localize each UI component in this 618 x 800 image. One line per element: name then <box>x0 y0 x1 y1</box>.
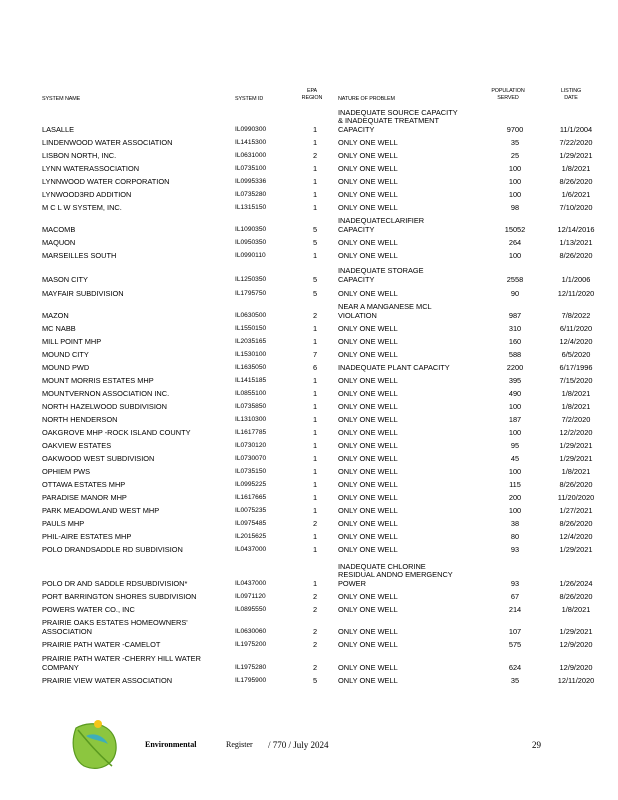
table-row <box>0 677 618 686</box>
epa-region-cell: 5 <box>312 224 318 234</box>
epa-region-cell: 5 <box>312 288 318 298</box>
population-served-cell: 100 <box>508 466 522 476</box>
system-name-cell: PRAIRIE PATH WATER -CHERRY HILL WATER COMPANY <box>42 654 201 672</box>
table-row <box>0 546 618 555</box>
listing-date-cell: 1/6/2021 <box>561 189 591 199</box>
table-row <box>0 191 618 200</box>
table-row <box>0 266 618 285</box>
epa-region-cell: 1 <box>312 336 318 346</box>
nature-of-problem-cell: ONLY ONE WELL <box>338 176 398 186</box>
nature-of-problem-cell: ONLY ONE WELL <box>338 544 398 554</box>
epa-region-cell: 2 <box>312 591 318 601</box>
table-row <box>0 593 618 602</box>
listing-date-cell: 1/29/2021 <box>559 453 593 463</box>
epa-region-cell: 1 <box>312 453 318 463</box>
nature-of-problem-cell: ONLY ONE WELL <box>338 401 398 411</box>
table-row <box>0 364 618 373</box>
table-row <box>0 442 618 451</box>
table-row <box>0 654 618 673</box>
table-row <box>0 429 618 438</box>
nature-of-problem-cell: INADEQUATECLARIFIER CAPACITY <box>338 216 425 234</box>
system-id-cell: IL1617665 <box>235 493 267 501</box>
population-served-cell: 214 <box>508 604 522 614</box>
population-served-cell: 98 <box>510 202 520 212</box>
header-population-served: POPULATION SERVED <box>491 88 525 101</box>
system-id-cell: IL0855100 <box>235 389 267 397</box>
population-served-cell: 95 <box>510 440 520 450</box>
population-served-cell: 115 <box>509 479 521 489</box>
table-row <box>0 403 618 412</box>
system-name-cell: MOUND PWD <box>42 362 90 372</box>
population-served-cell: 490 <box>508 388 522 398</box>
system-name-cell: PAULS MHP <box>42 518 85 528</box>
system-id-cell: IL1795750 <box>235 289 267 297</box>
epa-region-cell: 1 <box>312 124 318 134</box>
header-system-name: SYSTEM NAME <box>42 96 81 102</box>
population-served-cell: 588 <box>508 349 522 359</box>
footer-publication: Environmental <box>145 740 197 749</box>
system-id-cell: IL0950350 <box>235 238 267 246</box>
system-id-cell: IL1550150 <box>235 324 267 332</box>
system-name-cell: LYNWOOD3RD ADDITION <box>42 189 132 199</box>
table-row <box>0 204 618 213</box>
system-id-cell: IL1415185 <box>235 376 267 384</box>
population-served-cell: 90 <box>510 288 520 298</box>
system-name-cell: NORTH HENDERSON <box>42 414 118 424</box>
system-name-cell: OTTAWA ESTATES MHP <box>42 479 126 489</box>
epa-region-cell: 1 <box>312 176 318 186</box>
nature-of-problem-cell: ONLY ONE WELL <box>338 505 398 515</box>
population-served-cell: 80 <box>510 531 520 541</box>
population-served-cell: 100 <box>508 163 522 173</box>
table-row <box>0 216 618 235</box>
population-served-cell: 100 <box>508 505 522 515</box>
listing-date-cell: 8/26/2020 <box>559 518 593 528</box>
epa-region-cell: 1 <box>312 375 318 385</box>
table-row <box>0 107 618 135</box>
table-row <box>0 481 618 490</box>
listing-date-cell: 1/1/2006 <box>561 274 591 284</box>
listing-date-cell: 8/26/2020 <box>559 479 593 489</box>
population-served-cell: 2558 <box>506 274 524 284</box>
epa-region-cell: 1 <box>312 189 318 199</box>
nature-of-problem-cell: ONLY ONE WELL <box>338 662 398 672</box>
population-served-cell: 2200 <box>506 362 524 372</box>
system-name-cell: MOUNT MORRIS ESTATES MHP <box>42 375 154 385</box>
nature-of-problem-cell: ONLY ONE WELL <box>338 163 398 173</box>
listing-date-cell: 12/9/2020 <box>559 662 593 672</box>
epa-region-cell: 1 <box>312 137 318 147</box>
system-id-cell: IL0735150 <box>235 467 267 475</box>
listing-date-cell: 7/10/2020 <box>559 202 593 212</box>
header-nature-of-problem: NATURE OF PROBLEM <box>338 96 395 102</box>
nature-of-problem-cell: ONLY ONE WELL <box>338 288 398 298</box>
system-name-cell: MAZON <box>42 310 69 320</box>
listing-date-cell: 1/8/2021 <box>561 604 591 614</box>
epa-region-cell: 1 <box>312 388 318 398</box>
population-served-cell: 160 <box>508 336 522 346</box>
population-served-cell: 100 <box>508 189 522 199</box>
system-name-cell: OAKGROVE MHP -ROCK ISLAND COUNTY <box>42 427 191 437</box>
population-served-cell: 100 <box>508 401 522 411</box>
listing-date-cell: 1/26/2024 <box>559 578 593 588</box>
listing-date-cell: 7/22/2020 <box>559 137 593 147</box>
population-served-cell: 25 <box>510 150 520 160</box>
epa-region-cell: 1 <box>312 492 318 502</box>
footer-issue: / 770 / July 2024 <box>268 740 329 750</box>
system-name-cell: PARADISE MANOR MHP <box>42 492 127 502</box>
table-row <box>0 239 618 248</box>
footer-register-label: Register <box>226 740 253 749</box>
nature-of-problem-cell: ONLY ONE WELL <box>338 202 398 212</box>
system-id-cell: IL0735280 <box>235 190 267 198</box>
table-row <box>0 561 618 589</box>
system-name-cell: POLO DRANDSADDLE RD SUBDIVISION <box>42 544 183 554</box>
epa-region-cell: 1 <box>312 440 318 450</box>
system-id-cell: IL1795900 <box>235 676 267 684</box>
epa-region-cell: 2 <box>312 626 318 636</box>
epa-region-cell: 1 <box>312 578 318 588</box>
table-row <box>0 390 618 399</box>
nature-of-problem-cell: ONLY ONE WELL <box>338 189 398 199</box>
population-served-cell: 93 <box>510 544 520 554</box>
nature-of-problem-cell: INADEQUATE CHLORINE RESIDUAL ANDNO EMERGENCY POWER <box>338 561 453 588</box>
epa-region-cell: 1 <box>312 414 318 424</box>
population-served-cell: 9700 <box>506 124 524 134</box>
population-served-cell: 200 <box>508 492 522 502</box>
epa-region-cell: 7 <box>312 349 318 359</box>
system-name-cell: MARSEILLES SOUTH <box>42 250 117 260</box>
listing-date-cell: 12/11/2020 <box>557 288 595 298</box>
system-id-cell: IL0075235 <box>235 506 267 514</box>
listing-date-cell: 6/5/2020 <box>561 349 591 359</box>
environmental-register-leaf-logo <box>68 716 122 772</box>
system-id-cell: IL0995225 <box>235 480 267 488</box>
table-row <box>0 520 618 529</box>
system-name-cell: PARK MEADOWLAND WEST MHP <box>42 505 160 515</box>
nature-of-problem-cell: ONLY ONE WELL <box>338 453 398 463</box>
listing-date-cell: 12/4/2020 <box>559 531 593 541</box>
nature-of-problem-cell: ONLY ONE WELL <box>338 237 398 247</box>
table-row <box>0 468 618 477</box>
table-row <box>0 325 618 334</box>
epa-region-cell: 1 <box>312 427 318 437</box>
population-served-cell: 100 <box>508 176 522 186</box>
listing-date-cell: 12/9/2020 <box>559 639 593 649</box>
listing-date-cell: 11/1/2004 <box>559 124 593 134</box>
system-id-cell: IL0990300 <box>235 125 267 133</box>
population-served-cell: 35 <box>510 137 520 147</box>
table-row <box>0 152 618 161</box>
listing-date-cell: 6/17/1996 <box>559 362 593 372</box>
listing-date-cell: 1/8/2021 <box>561 163 591 173</box>
nature-of-problem-cell: ONLY ONE WELL <box>338 336 398 346</box>
population-served-cell: 35 <box>510 675 520 685</box>
system-id-cell: IL1090350 <box>235 225 267 233</box>
epa-region-cell: 5 <box>312 675 318 685</box>
listing-date-cell: 12/11/2020 <box>557 675 595 685</box>
system-name-cell: PRAIRIE OAKS ESTATES HOMEOWNERS' ASSOCIATION <box>42 618 188 636</box>
table-row <box>0 302 618 321</box>
listing-date-cell: 1/29/2021 <box>559 626 593 636</box>
system-name-cell: MAQUON <box>42 237 76 247</box>
system-id-cell: IL1617785 <box>235 428 267 436</box>
system-id-cell: IL0895550 <box>235 605 267 613</box>
system-name-cell: MAYFAIR SUBDIVISION <box>42 288 124 298</box>
population-served-cell: 987 <box>508 310 522 320</box>
system-id-cell: IL0437000 <box>235 545 267 553</box>
population-served-cell: 187 <box>508 414 522 424</box>
table-row <box>0 507 618 516</box>
system-id-cell: IL0995336 <box>235 177 267 185</box>
nature-of-problem-cell: ONLY ONE WELL <box>338 466 398 476</box>
population-served-cell: 264 <box>508 237 522 247</box>
system-id-cell: IL0975485 <box>235 519 267 527</box>
listing-date-cell: 1/29/2021 <box>559 150 593 160</box>
system-name-cell: MACOMB <box>42 224 76 234</box>
epa-region-cell: 1 <box>312 163 318 173</box>
system-id-cell: IL2035165 <box>235 337 267 345</box>
table-row <box>0 252 618 261</box>
system-id-cell: IL0730120 <box>235 441 267 449</box>
listing-date-cell: 1/8/2021 <box>561 466 591 476</box>
system-id-cell: IL0437000 <box>235 579 267 587</box>
system-name-cell: PRAIRIE VIEW WATER ASSOCIATION <box>42 675 173 685</box>
epa-region-cell: 1 <box>312 531 318 541</box>
system-name-cell: LYNNWOOD WATER CORPORATION <box>42 176 170 186</box>
epa-region-cell: 1 <box>312 250 318 260</box>
system-id-cell: IL0730070 <box>235 454 267 462</box>
system-name-cell: LASALLE <box>42 124 75 134</box>
table-row <box>0 455 618 464</box>
epa-region-cell: 1 <box>312 544 318 554</box>
epa-region-cell: 1 <box>312 479 318 489</box>
population-served-cell: 15052 <box>504 224 526 234</box>
epa-region-cell: 2 <box>312 604 318 614</box>
nature-of-problem-cell: ONLY ONE WELL <box>338 591 398 601</box>
system-name-cell: LINDENWOOD WATER ASSOCIATION <box>42 137 173 147</box>
population-served-cell: 575 <box>508 639 522 649</box>
table-row <box>0 533 618 542</box>
nature-of-problem-cell: ONLY ONE WELL <box>338 388 398 398</box>
system-name-cell: OAKWOOD WEST SUBDIVISION <box>42 453 155 463</box>
epa-region-cell: 1 <box>312 466 318 476</box>
population-served-cell: 38 <box>510 518 520 528</box>
table-row <box>0 377 618 386</box>
nature-of-problem-cell: ONLY ONE WELL <box>338 492 398 502</box>
epa-region-cell: 2 <box>312 639 318 649</box>
listing-date-cell: 11/20/2020 <box>557 492 595 502</box>
system-id-cell: IL1635050 <box>235 363 267 371</box>
population-served-cell: 100 <box>508 250 522 260</box>
listing-date-cell: 6/11/2020 <box>559 323 593 333</box>
system-name-cell: PORT BARRINGTON SHORES SUBDIVISION <box>42 591 197 601</box>
system-name-cell: POLO DR AND SADDLE RDSUBDIVISION* <box>42 578 188 588</box>
table-row <box>0 416 618 425</box>
epa-region-cell: 2 <box>312 518 318 528</box>
nature-of-problem-cell: ONLY ONE WELL <box>338 479 398 489</box>
nature-of-problem-cell: ONLY ONE WELL <box>338 440 398 450</box>
table-row <box>0 606 618 615</box>
population-served-cell: 395 <box>508 375 522 385</box>
system-id-cell: IL1530100 <box>235 350 267 358</box>
table-row <box>0 290 618 299</box>
system-name-cell: MASON CITY <box>42 274 88 284</box>
nature-of-problem-cell: ONLY ONE WELL <box>338 531 398 541</box>
system-name-cell: OPHIEM PWS <box>42 466 91 476</box>
table-row <box>0 178 618 187</box>
system-name-cell: LYNN WATERASSOCIATION <box>42 163 140 173</box>
population-served-cell: 93 <box>510 578 520 588</box>
system-id-cell: IL1415300 <box>235 138 267 146</box>
listing-date-cell: 12/4/2020 <box>559 336 593 346</box>
nature-of-problem-cell: INADEQUATE STORAGE CAPACITY <box>338 266 424 284</box>
listing-date-cell: 12/2/2020 <box>559 427 593 437</box>
system-id-cell: IL0971120 <box>235 592 266 600</box>
epa-region-cell: 2 <box>312 662 318 672</box>
system-id-cell: IL0990110 <box>235 251 266 259</box>
system-id-cell: IL0630060 <box>235 627 267 635</box>
nature-of-problem-cell: ONLY ONE WELL <box>338 414 398 424</box>
system-id-cell: IL1250350 <box>235 275 267 283</box>
listing-date-cell: 1/13/2021 <box>559 237 593 247</box>
nature-of-problem-cell: ONLY ONE WELL <box>338 604 398 614</box>
nature-of-problem-cell: NEAR A MANGANESE MCL VIOLATION <box>338 302 432 320</box>
system-id-cell: IL1315150 <box>235 203 267 211</box>
system-name-cell: LISBON NORTH, INC. <box>42 150 117 160</box>
nature-of-problem-cell: ONLY ONE WELL <box>338 375 398 385</box>
header-listing-date: LISTING DATE <box>560 88 582 101</box>
listing-date-cell: 7/15/2020 <box>559 375 593 385</box>
epa-region-cell: 1 <box>312 202 318 212</box>
listing-date-cell: 1/8/2021 <box>561 401 591 411</box>
nature-of-problem-cell: ONLY ONE WELL <box>338 150 398 160</box>
listing-date-cell: 1/8/2021 <box>561 388 591 398</box>
system-id-cell: IL0631000 <box>235 151 267 159</box>
system-name-cell: PHIL-AIRE ESTATES MHP <box>42 531 132 541</box>
population-served-cell: 100 <box>508 427 522 437</box>
population-served-cell: 107 <box>508 626 522 636</box>
system-name-cell: M C L W SYSTEM, INC. <box>42 202 122 212</box>
listing-date-cell: 8/26/2020 <box>559 591 593 601</box>
population-served-cell: 624 <box>508 662 522 672</box>
listing-date-cell: 8/26/2020 <box>559 176 593 186</box>
listing-date-cell: 1/29/2021 <box>559 440 593 450</box>
table-row <box>0 351 618 360</box>
table-row <box>0 165 618 174</box>
nature-of-problem-cell: ONLY ONE WELL <box>338 323 398 333</box>
epa-region-cell: 2 <box>312 150 318 160</box>
nature-of-problem-cell: ONLY ONE WELL <box>338 626 398 636</box>
system-id-cell: IL0630500 <box>235 311 267 319</box>
table-row <box>0 494 618 503</box>
nature-of-problem-cell: ONLY ONE WELL <box>338 250 398 260</box>
table-row <box>0 338 618 347</box>
nature-of-problem-cell: ONLY ONE WELL <box>338 675 398 685</box>
population-served-cell: 45 <box>510 453 520 463</box>
nature-of-problem-cell: INADEQUATE PLANT CAPACITY <box>338 362 450 372</box>
population-served-cell: 67 <box>510 591 520 601</box>
system-name-cell: POWERS WATER CO., INC <box>42 604 135 614</box>
system-name-cell: PRAIRIE PATH WATER -CAMELOT <box>42 639 161 649</box>
system-id-cell: IL1310300 <box>235 415 267 423</box>
table-row <box>0 641 618 650</box>
system-name-cell: MOUNTVERNON ASSOCIATION INC. <box>42 388 170 398</box>
nature-of-problem-cell: ONLY ONE WELL <box>338 518 398 528</box>
epa-region-cell: 5 <box>312 237 318 247</box>
table-row <box>0 618 618 637</box>
system-id-cell: IL0735100 <box>235 164 267 172</box>
nature-of-problem-cell: ONLY ONE WELL <box>338 137 398 147</box>
nature-of-problem-cell: ONLY ONE WELL <box>338 349 398 359</box>
nature-of-problem-cell: INADEQUATE SOURCE CAPACITY & INADEQUATE TREATMENT CAPACITY <box>338 107 458 134</box>
population-served-cell: 310 <box>508 323 522 333</box>
epa-region-cell: 1 <box>312 323 318 333</box>
listing-date-cell: 8/26/2020 <box>559 250 593 260</box>
listing-date-cell: 7/2/2020 <box>561 414 591 424</box>
listing-date-cell: 7/8/2022 <box>561 310 591 320</box>
nature-of-problem-cell: ONLY ONE WELL <box>338 639 398 649</box>
system-name-cell: MILL POINT MHP <box>42 336 102 346</box>
epa-region-cell: 1 <box>312 505 318 515</box>
listing-date-cell: 1/29/2021 <box>559 544 593 554</box>
listing-date-cell: 12/14/2016 <box>557 224 595 234</box>
system-name-cell: OAKVIEW ESTATES <box>42 440 112 450</box>
listing-date-cell: 1/27/2021 <box>559 505 593 515</box>
header-system-id: SYSTEM ID <box>235 96 264 102</box>
system-id-cell: IL1975200 <box>235 640 267 648</box>
system-id-cell: IL2015625 <box>235 532 267 540</box>
epa-region-cell: 6 <box>312 362 318 372</box>
nature-of-problem-cell: ONLY ONE WELL <box>338 427 398 437</box>
table-row <box>0 139 618 148</box>
system-name-cell: MOUND CITY <box>42 349 89 359</box>
epa-region-cell: 1 <box>312 401 318 411</box>
footer-page-number: 29 <box>532 740 541 750</box>
system-name-cell: MC NABB <box>42 323 76 333</box>
header-epa-region: EPA REGION <box>301 88 323 101</box>
epa-region-cell: 5 <box>312 274 318 284</box>
epa-region-cell: 2 <box>312 310 318 320</box>
system-id-cell: IL1975280 <box>235 663 267 671</box>
system-id-cell: IL0735850 <box>235 402 267 410</box>
system-name-cell: NORTH HAZELWOOD SUBDIVISION <box>42 401 167 411</box>
